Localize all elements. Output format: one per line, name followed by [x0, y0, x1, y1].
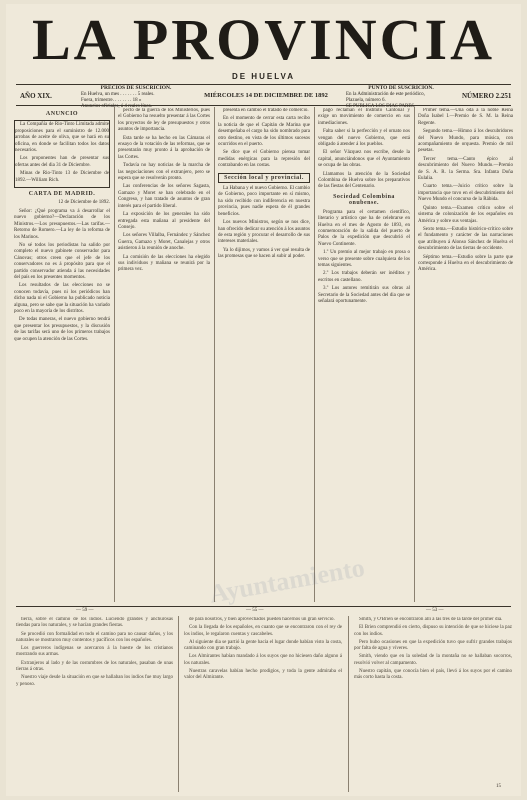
seccion-local-heading: Sección local y provincial.: [218, 173, 310, 183]
header-rule-bottom: [16, 105, 511, 106]
carta-paragraph: No sé todos los periodistas ha salido por completo el nuevo gabinete conservador para Cánovas; otros creen que el jefe de los conservadores no es á propósito para que el partido conservador atienda á las necesidades del país en los presentes momentos.: [14, 242, 110, 280]
column-rule: [314, 107, 315, 602]
column-paragraph: Quinto tema.—Examen crítico sobre el sistema de colonización de los españoles en América y sobre sus ventajas.: [418, 205, 513, 224]
folletin-paragraph: Los Almirantes habían mandado á los suyos que no hiciesen daño alguno á los naturales.: [184, 654, 342, 666]
column-paragraph: 2.º Los trabajos deberán ser inéditos y escritos en castellano.: [318, 271, 410, 283]
folletin-paragraph: de para nosotros, y bien aprovechados pueden hacernos un gran servicio.: [189, 617, 335, 622]
anuncio-box: [14, 120, 110, 188]
column-1: [14, 108, 110, 602]
column-paragraph: Tercer tema.—Canto épico al descubrimiento del Nuevo Mundo.—Premio de S. A. R. la Serma. Sra. Infanta Doña Eulalia.: [418, 156, 513, 182]
column-paragraph: En el momento de cerrar esta carta recibo la noticia de que el Capitán de Marina que desempeñaba el cargo ha sido nombrado para otro destino, en vista de los últimos sucesos ocurridos en el puerto.: [218, 116, 310, 148]
issue-date: MIÉRCOLES 14 DE DICIEMBRE DE 1892: [204, 92, 328, 99]
column-paragraph: Segundo tema.—Himno á los descubridores del Nuevo Mundo, para música, con acompañamiento de orquesta. Premio de mil pesetas.: [418, 129, 513, 154]
folletin-page-center: — 55 —: [246, 608, 264, 613]
column-paragraph: Las conferencias de los señores Sagasta, Gamazo y Moret se han celebrado en el Congreso, y han tratado de asuntos de gran interés para el partido liberal.: [118, 184, 210, 209]
folletin-paragraph: Al siguiente dia se partió la gente hacia el lugar donde habían visto la costa, caminando con gran trabajo.: [184, 639, 342, 652]
column-5: [418, 108, 513, 602]
column-4: [318, 108, 410, 602]
anuncio-paragraph: Minas de Rio-Tinto 13 de Diciembre de 1892.—William Rich.: [15, 171, 109, 183]
folio-number: 15: [496, 784, 501, 789]
folletin-paragraph: Smith, y O'Brien se encontraron allí á las tres de la tarde del primer dia.: [359, 617, 503, 622]
price-line-2: Fuera, trimestre. . . . . . . . 18 »: [81, 98, 142, 103]
column-rule: [178, 616, 179, 792]
prices-title: PRECIOS DE SUSCRICION.: [100, 85, 172, 91]
column-paragraph: Esta tarde se ha hecho en las Cámaras el ensayo de la votación de las reformas, que se presentarán muy pronto á la aprobación de las Cortes.: [118, 135, 210, 160]
carta-paragraph: De todas maneras, el nuevo gobierno tendrá que presentar los presupuestos, y la discusión de las tarifas será uno de los primeros trabajos que ocupen la atención de las Cortes.: [14, 317, 110, 342]
column-paragraph: 3.º Los autores remitirán sus obras al Secretario de la Sociedad antes del dia que se señalará oportunamente.: [318, 286, 410, 304]
folletin-column-3: [354, 617, 512, 782]
points-title: PUNTO DE SUSCRICION.: [368, 85, 434, 91]
column-paragraph: La exposición de los generales ha sido entregada esta mañana al presidente del Consejo.: [118, 212, 210, 230]
column-paragraph: Séptimo tema.—Estudio sobre la parte que corresponde á Huelva en el descubrimiento de América.: [418, 254, 513, 273]
column-paragraph: Se dice que el Gobierno piensa tomar medidas enérgicas para la represión del contrabando en las costas.: [218, 150, 310, 169]
column-2: [118, 108, 210, 602]
column-paragraph: pago reclaman el Instituto Cantonal y exige un movimiento de comercio en sus inmediaciones.: [318, 108, 410, 126]
point-line-1: En la Administración de este periódico,: [346, 92, 425, 97]
carta-heading: CARTA DE MADRID.: [28, 191, 96, 198]
folletin-paragraph: Nuestro viaje desde la situación en que se hallaban los indios fue muy largo y penoso.: [16, 675, 173, 687]
issue-number: NÚMERO 2.251: [462, 92, 512, 100]
column-paragraph: Falta saber si la perfección y el ornato nos vengan del nuevo Gobierno, que está obligado á atender á los pueblos.: [318, 129, 410, 148]
folletin-paragraph: Nuestro capitán, que conocía bien el país, llevó á los suyos por el camino más corto hasta la costa.: [354, 669, 512, 681]
point-line-2: Plazuela, número 6.: [346, 98, 386, 103]
anuncio-paragraph: Los proponentes han de presentar sus ofertas antes del dia 31 de Diciembre.: [15, 156, 109, 168]
column-paragraph: Primer tema.—Una oda á la noble Reina Doña Isabel I.—Premio de S. M. la Reina Regente.: [418, 108, 513, 126]
newspaper-page: [6, 4, 521, 796]
folletin-paragraph: tierra, sobre el camino de los indios. Luciendo grandes y anchurosas tiendas para los naturales, y se hacían grandes fiestas.: [16, 617, 173, 629]
point-line-3: SE PUBLICA LOS DIAS PARES.: [346, 104, 416, 109]
folletin-paragraph: Los guerreros indígenas se acercaron á la hueste de los cristianos mostrando sus armas.: [16, 646, 173, 658]
column-3: [218, 108, 310, 602]
column-paragraph: Todavía no hay noticias de la marcha de las negociaciones con el extranjero, pero se espera que se resolverán pronto.: [118, 163, 210, 182]
folletin-paragraph: Con la llegada de los españoles, en cuanto que se encontraron con el rey de los indios, le regalaron cuentas y cascabeles.: [184, 625, 342, 637]
masthead-subtitle: DE HUELVA: [231, 72, 296, 81]
masthead-title: LA PROVINCIA: [32, 7, 495, 72]
folletin-column-1: [16, 617, 173, 792]
carta-paragraph: Señor: ¿Qué programa va á desarrollar el nuevo gobierno?—Declaración de los Ministros.—Los presupuestos.—Las tarifas.—Retorno de Romero.—La ley de la reforma de los Marinos.: [14, 208, 110, 240]
folletin-column-2: [184, 617, 342, 792]
column-paragraph: 1.º Un premio al mejor trabajo en prosa o verso que se presente sobre cualquiera de los temas siguientes.: [318, 250, 410, 268]
column-rule: [114, 107, 115, 602]
folletin-paragraph: Extranjeros al lado y de las costumbres de los naturales, pasaban de unas tierras á otras.: [16, 660, 173, 673]
carta-paragraph: Los resultados de las elecciones no se conocen todavía, pues ni los periódicos han dicho nada ni el Gobierno ha publicado noticia alguna, pero se sabe que la situación ha variado poco en la mayoría de los distritos.: [14, 283, 110, 314]
column-paragraph: Sexto tema.—Estudio histórico-crítico sobre el fundamento y carácter de las narraciones que atribuyen á Alonso Sánchez de Huelva el descubrimiento de las tierras de occidente.: [418, 226, 513, 252]
folletin-paragraph: El Brien comprendió en cierto, dispuso su intención de que se hiciese la paz con los indios.: [354, 625, 512, 637]
subscription-points: [346, 85, 456, 110]
column-paragraph: pecto de la guerra de los Ministerios, pues el Gobierno ha resuelto presentar á las Cortes los proyectos de ley de presupuestos y otros asuntos de importancia.: [118, 108, 210, 133]
sociedad-heading: Sociedad Colombina onubense.: [333, 193, 395, 207]
price-line-3: Anuncios oficiales, á 4 reales línea.: [81, 104, 152, 109]
column-paragraph: Cuarto tema.—Juicio crítico sobre la importancia que tuvo en el descubrimiento del Nuevo Mundo el concurso de la Rábida.: [418, 184, 513, 203]
column-paragraph: Los señores Villalba, Fernández y Sánchez Guerra, Gamazo y Moret, Canalejas y otros asistieron á la reunión de anoche.: [118, 233, 210, 252]
carta-date: 12 de Diciembre de 1892.: [58, 200, 110, 206]
anuncio-heading: ANUNCIO: [45, 111, 79, 117]
folletin-paragraph: Nuestras caravelas habían hecho prodigios, y toda la gente admiraba el valor del Almirante.: [184, 669, 342, 681]
column-paragraph: Programa para el certamen científico, literario y artístico que ha de celebrarse en Huelva en el mes de Agosto de 1893, en conmemoración de la salida del puerto de Palos de la expedición que descubrió el Nuevo Continente.: [318, 209, 410, 247]
subscription-prices: [81, 85, 191, 110]
library-watermark: Ayuntamiento: [207, 552, 367, 609]
column-rule: [348, 616, 349, 792]
column-paragraph: La comisión de las elecciones ha elegido sus individuos y mañana se reunirá por la primera vez.: [118, 254, 210, 273]
column-paragraph: La Habana y el nuevo Gobierno. El cambio de Gobierno, poco importante en sí mismo, ha sido recibido con indiferencia en nuestra provincia, pues nadie espera de él grandes beneficios.: [218, 186, 310, 217]
price-line-1: En Huelva, un mes . . . . . . . 5 reales.: [81, 92, 155, 97]
column-rule: [214, 107, 215, 602]
column-paragraph: Ya lo dijimos, y vamos á ver qué resulta de las promesas que se hacen al subir al poder.: [218, 247, 310, 260]
column-paragraph: presenta en cambio el tratado de comercio.: [223, 108, 309, 113]
anuncio-paragraph: La Compañía de Rio-Tinto Limitada admite proposiciones para el suministro de 12.000 arrobas de aceite de oliva, que se hará en su oficina, en donde se facilitan todos los datos necesarios.: [15, 122, 109, 154]
folletin-page-right: — 53 —: [426, 608, 444, 613]
folletin-paragraph: Se procedió con formalidad en todo el camino para no causar daños, y los naturales se mostraron muy contentos y pacíficos con los españoles.: [16, 631, 173, 643]
column-paragraph: Llamamos la atención de la Sociedad Colombina de Huelva sobre los preparativos de las fiestas del Centenario.: [318, 171, 410, 190]
folletin-paragraph: Pero hubo ocasiones en que la expedición tuvo que sufrir grandes trabajos por falta de agua y víveres.: [354, 639, 512, 652]
issue-year: AÑO XIX.: [20, 92, 52, 100]
column-paragraph: Los nuevos Ministros, según se nos dice, han ofrecido dedicar su atención á los asuntos de esta región y procurar el desarrollo de sus intereses materiales.: [218, 220, 310, 245]
column-rule: [414, 107, 415, 602]
column-paragraph: El señor Vázquez nos escribe, desde la capital, anunciándonos que el Ayuntamiento se ocupa de las obras.: [318, 150, 410, 169]
folletin-page-left: — 59 —: [76, 608, 94, 613]
folletin-paragraph: Smith, viendo que en la soledad de la montaña no se hallaban socorros, resolvió volver al campamento.: [354, 654, 512, 666]
